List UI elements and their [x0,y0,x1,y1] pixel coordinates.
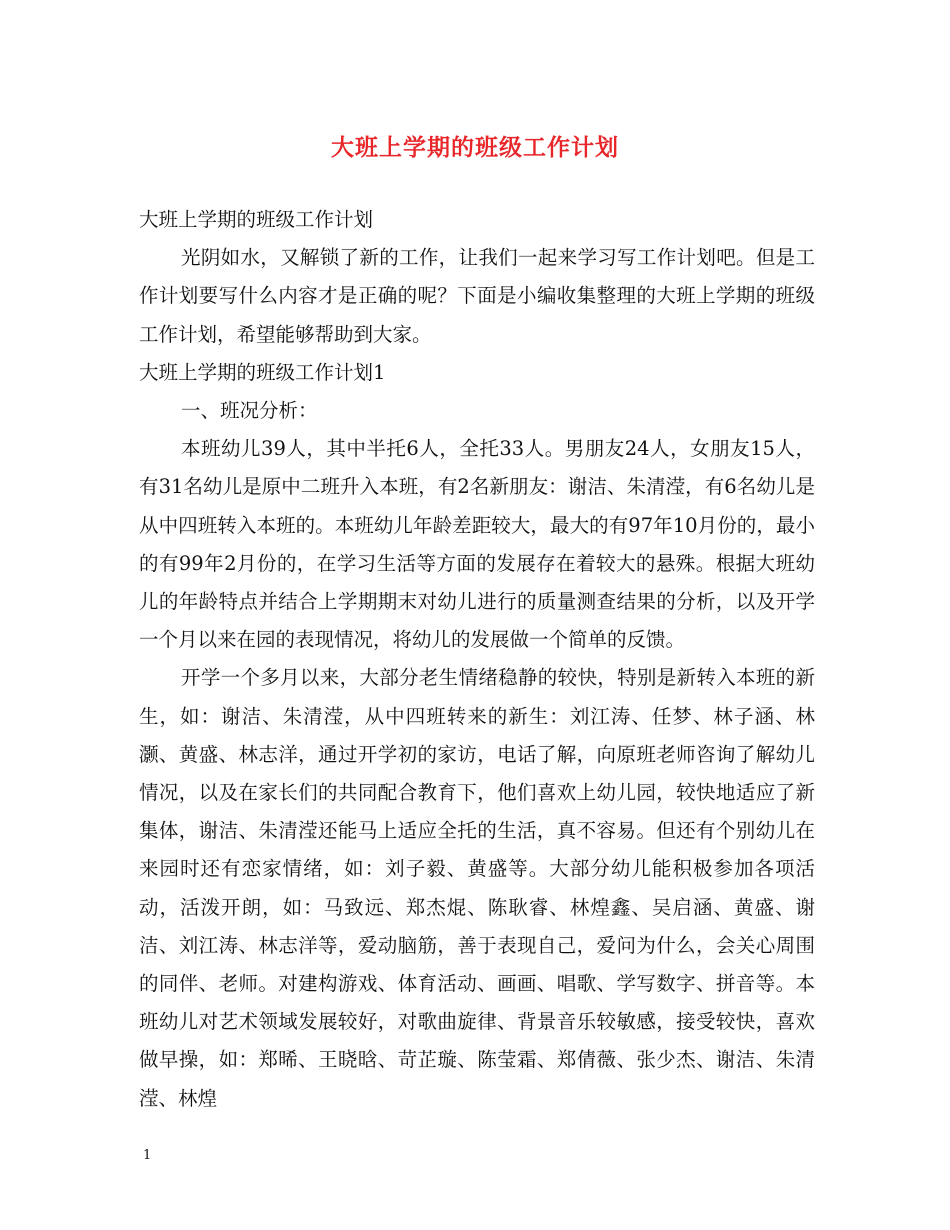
section-heading: 大班上学期的班级工作计划1 [139,360,386,384]
intro-paragraph: 光阴如水，又解锁了新的工作，让我们一起来学习写工作计划吧。但是工作计划要写什么内容才是正确的呢？下面是小编收集整理的大班上学期的班级工作计划，希望能够帮助到大家。 [139,246,815,346]
subsection-heading: 一、班况分析： [181,399,318,423]
document-body [139,201,815,1118]
student-adaptation-paragraph: 开学一个多月以来，大部分老生情绪稳静的较快，特别是新转入本班的新生，如：谢洁、朱清滢，从中四班转来的新生：刘江涛、任梦、林子涵、林灏、黄盛、林志洋，通过开学初的家访，电话了解，向原班老师咨询了解幼儿情况，以及在家长们的共同配合教育下，他们喜欢上幼儿园，较快地适应了新集体，谢洁、朱清滢还能马上适应全托的生活，真不容易。但还有个别幼儿在来园时还有恋家情绪，如：刘子毅、黄盛等。大部分幼儿能积极参加各项活动，活泼开朗，如：马致远、郑杰焜、陈耿睿、林煌鑫、吴启涵、黄盛、谢洁、刘江涛、林志洋等，爱动脑筋，善于表现自己，爱问为什么，会关心周围的同伴、老师。对建构游戏、体育活动、画画、唱歌、学写数字、拼音等。本班幼儿对艺术领域发展较好，对歌曲旋律、背景音乐较敏感，接受较快，喜欢做早操，如：郑晞、王晓晗、苛芷璇、陈莹霜、郑倩薇、张少杰、谢洁、朱清滢、林煌 [139,666,815,1110]
subtitle-paragraph: 大班上学期的班级工作计划 [139,208,374,231]
class-analysis-paragraph: 本班幼儿39人，其中半托6人，全托33人。男朋友24人，女朋友15人，有31名幼儿是原中二班升入本班，有2名新朋友：谢洁、朱清滢，有6名幼儿是从中四班转入本班的。本班幼儿年龄差距较大，最大的有97年10月份的，最小的有99年2月份的，在学习生活等方面的发展存在着较大的悬殊。根据大班幼儿的年龄特点并结合上学期期末对幼儿进行的质量测查结果的分析，以及开学一个月以来在园的表现情况，将幼儿的发展做一个简单的反馈。 [139,437,815,652]
page-number: 1 [143,1148,152,1163]
document-title: 大班上学期的班级工作计划 [331,134,619,161]
